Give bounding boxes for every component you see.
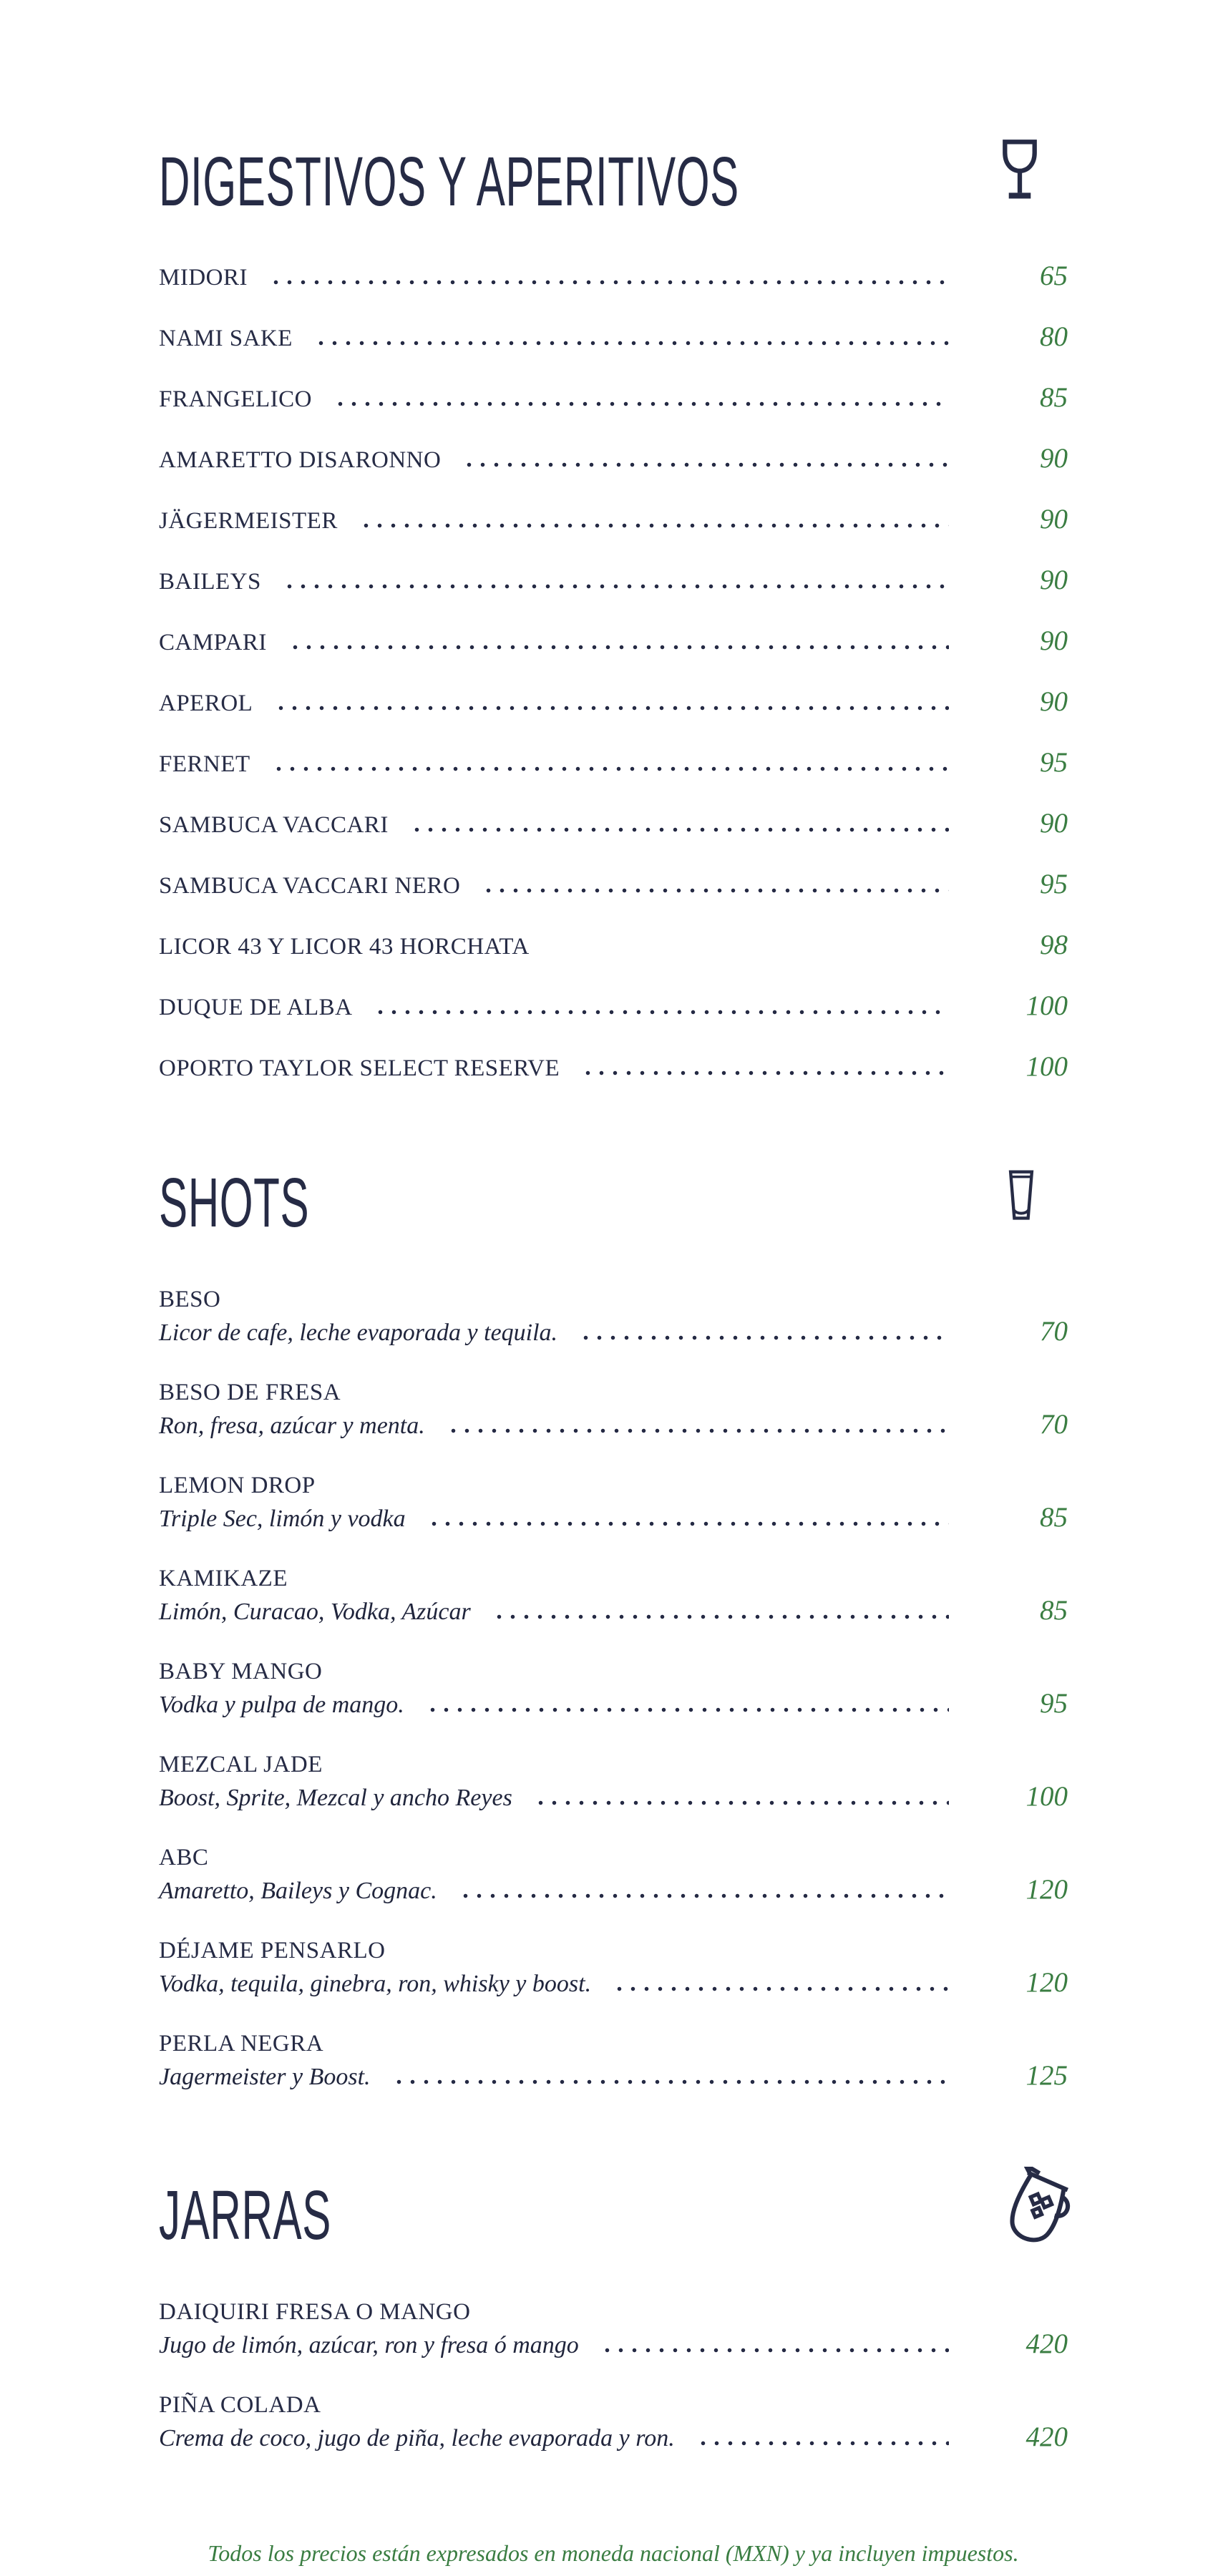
menu-item (159, 809, 1068, 839)
menu-item (159, 1376, 1068, 1443)
item-name: NAMI SAKE (159, 326, 293, 351)
section-header (159, 136, 1068, 220)
dotted-leader (359, 523, 949, 528)
dotted-leader (269, 280, 949, 285)
item-description: Triple Sec, limón y vodka (159, 1506, 406, 1532)
item-name: LICOR 43 Y LICOR 43 HORCHATA (159, 934, 530, 960)
dotted-leader (492, 1614, 949, 1619)
menu-item (159, 2027, 1068, 2094)
dotted-leader (579, 1335, 949, 1340)
item-price: 125 (1025, 2060, 1068, 2091)
section-header (159, 1157, 1068, 1241)
item-description-row (159, 2328, 1068, 2363)
menu-item (159, 688, 1068, 717)
menu-item (159, 627, 1068, 656)
item-price: 90 (1040, 686, 1068, 717)
menu-item (159, 444, 1068, 474)
dotted-leader (482, 888, 949, 893)
section-header (159, 2170, 1068, 2254)
item-description: Boost, Sprite, Mezcal y ancho Reyes (159, 1785, 512, 1811)
footer-note: Todos los precios están expresados en moneda nacional (MXN) y ya incluyen impuestos. (208, 2540, 1019, 2566)
pitcher-icon (998, 2167, 1072, 2250)
item-description: Crema de coco, jugo de piña, leche evaporada y ron. (159, 2425, 675, 2451)
item-description-row (159, 2060, 1068, 2094)
item-description-row (159, 2421, 1068, 2456)
item-name: DUQUE DE ALBA (159, 995, 353, 1020)
item-description-row (159, 1688, 1068, 1722)
item-description: Limón, Curacao, Vodka, Azúcar (159, 1599, 471, 1625)
dotted-leader (696, 2441, 949, 2446)
item-name: MEZCAL JADE (159, 1752, 323, 1777)
item-name: LEMON DROP (159, 1473, 316, 1498)
menu-item (159, 505, 1068, 535)
menu-item (159, 931, 1068, 960)
item-price: 90 (1040, 625, 1068, 656)
item-name: CAMPARI (159, 630, 267, 655)
item-description: Vodka, tequila, ginebra, ron, whisky y boost. (159, 1971, 592, 1997)
item-name: BESO (159, 1287, 221, 1312)
menu-item (159, 1283, 1068, 1350)
item-description: Licor de cafe, leche evaporada y tequila. (159, 1319, 558, 1346)
item-name: BAILEYS (159, 569, 261, 595)
item-price: 120 (1025, 1874, 1068, 1905)
item-price: 90 (1040, 565, 1068, 595)
item-price: 65 (1040, 260, 1068, 291)
dotted-leader (613, 1986, 949, 1991)
dotted-leader (447, 1428, 949, 1433)
item-price: 95 (1040, 1688, 1068, 1719)
item-name: DAIQUIRI FRESA O MANGO (159, 2299, 471, 2325)
dotted-leader (283, 584, 949, 589)
item-name: JÄGERMEISTER (159, 508, 338, 534)
item-price: 85 (1040, 1595, 1068, 1626)
dotted-leader (426, 1707, 949, 1712)
item-description: Jagermeister y Boost. (159, 2064, 371, 2090)
item-name: FRANGELICO (159, 386, 313, 412)
item-price: 90 (1040, 504, 1068, 535)
dotted-leader (534, 1800, 949, 1805)
section-title: SHOTS (159, 1163, 310, 1241)
menu-item (159, 323, 1068, 352)
section-title: JARRAS (159, 2175, 331, 2254)
menu-item (159, 992, 1068, 1021)
item-name: PERLA NEGRA (159, 2031, 324, 2057)
shot-glass-icon (1006, 1169, 1036, 1221)
section-jarras (159, 2170, 1068, 2456)
item-name: OPORTO TAYLOR SELECT RESERVE (159, 1055, 560, 1081)
section-shots (159, 1157, 1068, 2094)
item-price: 90 (1040, 808, 1068, 839)
item-name: BESO DE FRESA (159, 1380, 341, 1405)
item-price: 70 (1040, 1316, 1068, 1347)
item-price: 420 (1025, 2328, 1068, 2359)
item-description: Amaretto, Baileys y Cognac. (159, 1878, 437, 1904)
item-price: 95 (1040, 747, 1068, 778)
item-name: SAMBUCA VACCARI (159, 812, 389, 838)
item-price: 70 (1040, 1409, 1068, 1440)
item-name: ABC (159, 1845, 209, 1870)
dotted-leader (272, 766, 949, 771)
item-description: Jugo de limón, azúcar, ron y fresa ó mango (159, 2332, 579, 2358)
item-description-row (159, 1595, 1068, 1629)
dotted-leader (600, 2348, 949, 2353)
menu-item (159, 1934, 1068, 2001)
wine-glass-icon (999, 137, 1041, 202)
item-price: 85 (1040, 382, 1068, 413)
item-description-row (159, 1502, 1068, 1536)
dotted-leader (427, 1521, 949, 1526)
dotted-leader (288, 645, 949, 650)
dotted-leader (274, 706, 949, 711)
menu-item (159, 384, 1068, 413)
menu-item (159, 262, 1068, 291)
item-price: 100 (1025, 1781, 1068, 1812)
item-price: 95 (1040, 869, 1068, 899)
item-name: MIDORI (159, 265, 248, 291)
section-digestivos (159, 136, 1068, 1082)
menu-item (159, 1562, 1068, 1629)
dotted-leader (333, 401, 949, 406)
item-name: AMARETTO DISARONNO (159, 447, 442, 473)
item-price: 420 (1025, 2421, 1068, 2452)
item-name: BABY MANGO (159, 1659, 323, 1684)
menu-item (159, 1655, 1068, 1722)
dotted-leader (314, 341, 949, 346)
item-price: 120 (1025, 1967, 1068, 1998)
item-name: SAMBUCA VACCARI NERO (159, 873, 461, 899)
item-price: 100 (1025, 990, 1068, 1021)
item-description-row (159, 1409, 1068, 1443)
dotted-leader (459, 1893, 949, 1898)
dotted-leader (374, 1010, 949, 1015)
section-title: DIGESTIVOS Y APERITIVOS (159, 142, 739, 220)
dotted-leader (410, 827, 949, 832)
item-name: KAMIKAZE (159, 1566, 288, 1591)
item-description: Ron, fresa, azúcar y menta. (159, 1413, 425, 1439)
item-price: 85 (1040, 1502, 1068, 1533)
section-items (159, 262, 1068, 1082)
dotted-leader (392, 2079, 949, 2084)
menu-item (159, 566, 1068, 595)
menu-item (159, 1841, 1068, 1908)
item-description-row (159, 1967, 1068, 2001)
item-description-row (159, 1874, 1068, 1908)
item-name: PIÑA COLADA (159, 2392, 321, 2418)
menu-item (159, 2296, 1068, 2363)
item-name: DÉJAME PENSARLO (159, 1938, 386, 1963)
dotted-leader (581, 1070, 949, 1075)
menu-sections (159, 136, 1068, 2456)
menu-item (159, 1469, 1068, 1536)
item-name: FERNET (159, 751, 250, 777)
item-description-row (159, 1781, 1068, 1815)
menu-item (159, 1748, 1068, 1815)
item-price: 98 (1040, 930, 1068, 960)
item-name: APEROL (159, 691, 253, 716)
item-description-row (159, 1316, 1068, 1350)
dotted-leader (462, 462, 949, 467)
menu-item (159, 2389, 1068, 2456)
menu-item (159, 870, 1068, 899)
item-price: 100 (1025, 1051, 1068, 1082)
item-price: 90 (1040, 443, 1068, 474)
section-items (159, 1283, 1068, 2094)
menu-item (159, 1053, 1068, 1082)
item-description: Vodka y pulpa de mango. (159, 1692, 404, 1718)
section-items (159, 2296, 1068, 2456)
menu-item (159, 748, 1068, 778)
item-price: 80 (1040, 321, 1068, 352)
